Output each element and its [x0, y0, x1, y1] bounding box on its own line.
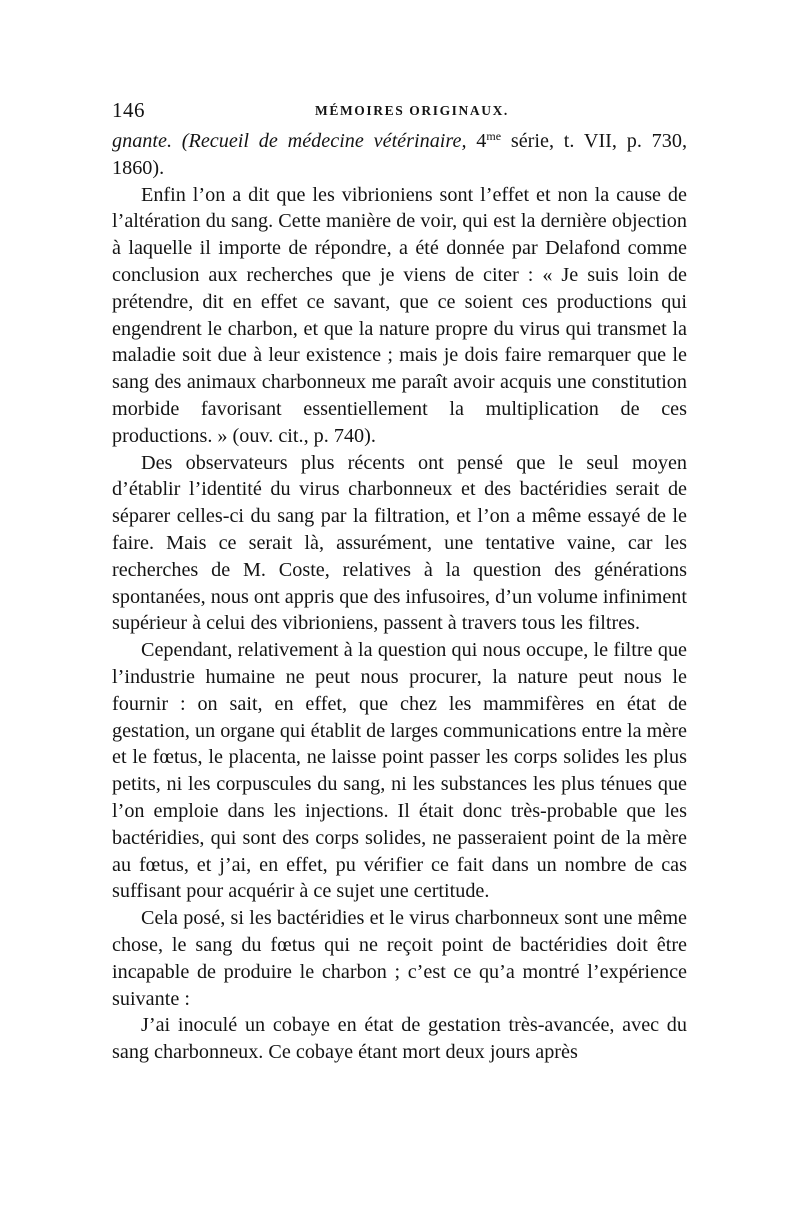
paragraph-6: J’ai inoculé un cobaye en état de gestation très-avancée, avec du sang charbonneux. Ce cobaye étant mort deux jours après	[112, 1014, 687, 1064]
citation-rest: série, t. VII, p. 730, 1860).	[112, 130, 687, 179]
page-number: 146	[112, 98, 145, 122]
paragraph-5: Cela posé, si les bactéridies et le virus charbonneux sont une même chose, le sang du fœtus qui ne reçoit point de bactéridies doit être incapable de produire le charbon ; c’est ce qu’a montré l’expérience suivante :	[112, 907, 687, 1010]
page-header	[112, 98, 687, 124]
paragraph-2: Enfin l’on a dit que les vibrioniens sont l’effet et non la cause de l’altération du sang. Cette manière de voir, qui est la dernière objection à laquelle il importe de répondre, a été donnée par Delafond comme conclusion aux recherches que je viens de citer : « Je suis loin de prétendre, dit en effet ce savant, que ce soient ces productions qui engendrent le charbon, et que la nature propre du virus qui transmet la maladie soit due à leur existence ; mais je dois faire remarquer que le sang des animaux charbonneux me paraît avoir acquis une constitution morbide favorisant essentiellement la multiplication de ces productions. » (ouv. cit., p. 740).	[112, 183, 687, 447]
running-head: MÉMOIRES ORIGINAUX.	[315, 103, 509, 118]
body-text	[112, 128, 687, 1066]
citation-start: gnante. (	[112, 130, 189, 152]
paragraph-citation	[112, 128, 687, 182]
citation-series-number: 4	[466, 130, 487, 152]
citation-source: Recueil de médecine vétérinaire,	[188, 130, 467, 152]
paragraph-3: Des observateurs plus récents ont pensé que le seul moyen d’établir l’identité du virus charbonneux et des bactéridies serait de séparer celles-ci du sang par la filtration, et l’on a même essayé de le faire. Mais ce serait là, assurément, une tentative vaine, car les recherches de M. Coste, relatives à la question des générations spontanées, nous ont appris que des infusoires, d’un volume infiniment supérieur à celui des vibrioniens, passent à travers tous les filtres.	[112, 451, 687, 635]
paragraph-4: Cependant, relativement à la question qui nous occupe, le filtre que l’industrie humaine ne peut nous procurer, la nature peut nous le fournir : on sait, en effet, que chez les mammifères en état de gestation, un organe qui établit de larges communications entre la mère et le fœtus, le placenta, ne laisse point passer les corps solides les plus petits, ni les corpuscules du sang, ni les substances les plus ténues que l’on emploie dans les injections. Il était donc très-probable que les bactéridies, qui sont des corps solides, ne passeraient point de la mère au fœtus, et j’ai, en effet, pu vérifier ce fait dans un nombre de cas suffisant pour acquérir à ce sujet une certitude.	[112, 639, 687, 903]
citation-series-superscript: me	[486, 129, 502, 143]
